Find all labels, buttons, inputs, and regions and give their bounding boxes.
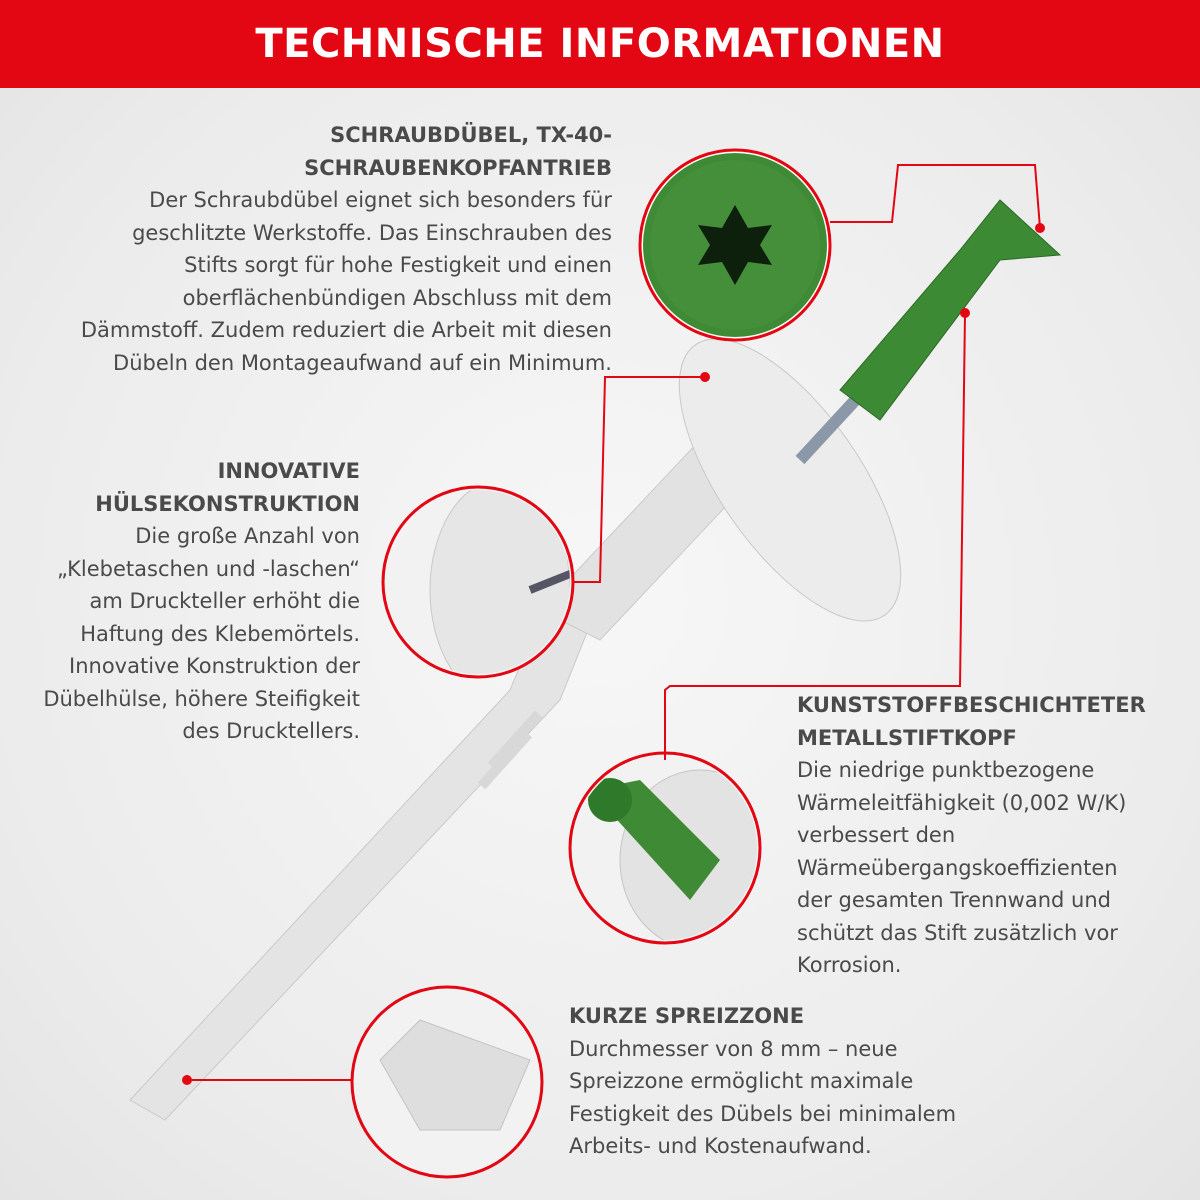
body-line: schützt das Stift zusätzlich vor [797, 920, 1118, 945]
body-line: geschlitzte Werkstoffe. Das Einschrauben des [132, 220, 612, 245]
section-expansion-zone [569, 1000, 956, 1163]
body-line: des Drucktellers. [182, 719, 360, 743]
section-sleeve-construction [43, 455, 360, 748]
body-line: der gesamten Trennwand und [797, 888, 1111, 912]
detail-circle-pin-head [570, 753, 780, 950]
section-heading: SCHRAUBENKOPFANTRIEB [304, 155, 612, 180]
body-line: Festigkeit des Dübels bei minimalem [569, 1101, 957, 1126]
section-heading: HÜLSEKONSTRUKTION [95, 491, 360, 516]
body-line: Dämmstoff. Zudem reduziert die Arbeit mit diesen [80, 318, 612, 342]
body-line: am Druckteller erhöht die [89, 589, 360, 613]
body-line: oberflächenbündigen Abschluss mit dem [182, 285, 612, 310]
section-heading: SCHRAUBDÜBEL, TX-40- [330, 123, 612, 147]
page-title: TECHNISCHE INFORMATIONEN [255, 21, 945, 67]
section-heading: INNOVATIVE [217, 459, 360, 483]
detail-circle-head [640, 150, 830, 340]
detail-circle-expansion-zone [352, 987, 542, 1177]
green-screw-head [840, 200, 1060, 420]
body-line: Wärmeübergangskoeffizienten [797, 855, 1118, 880]
body-line: Stifts sorgt für hohe Festigkeit und einen [184, 253, 612, 277]
body-line: Die große Anzahl von [135, 524, 360, 548]
body-line: Arbeits- und Kostenaufwand. [569, 1134, 872, 1158]
body-line: Haftung des Klebemörtels. [80, 621, 360, 646]
section-heading: KUNSTSTOFFBESCHICHTETER [797, 693, 1146, 717]
body-line: „Klebetaschen und -laschen“ [57, 556, 360, 581]
body-line: verbessert den [797, 823, 956, 847]
body-line: Korrosion. [797, 953, 902, 977]
body-line: Dübelhülse, höhere Steifigkeit [43, 686, 360, 711]
body-line: Der Schraubdübel eignet sich besonders für [149, 188, 612, 212]
body-line: Durchmesser von 8 mm – neue [569, 1036, 898, 1061]
body-line: Wärmeleitfähigkeit (0,002 W/K) [797, 790, 1127, 815]
body-line: Innovative Konstruktion der [69, 654, 360, 678]
section-screw-dowel [81, 119, 612, 379]
body-line: Spreizzone ermöglicht maximale [569, 1069, 914, 1093]
section-pin-head [797, 689, 1146, 982]
body-line: Dübeln den Montageaufwand auf ein Minimum. [113, 350, 612, 375]
section-heading: METALLSTIFTKOPF [797, 725, 1017, 750]
body-line: Die niedrige punktbezogene [797, 758, 1095, 782]
section-heading: KURZE SPREIZZONE [569, 1004, 805, 1028]
